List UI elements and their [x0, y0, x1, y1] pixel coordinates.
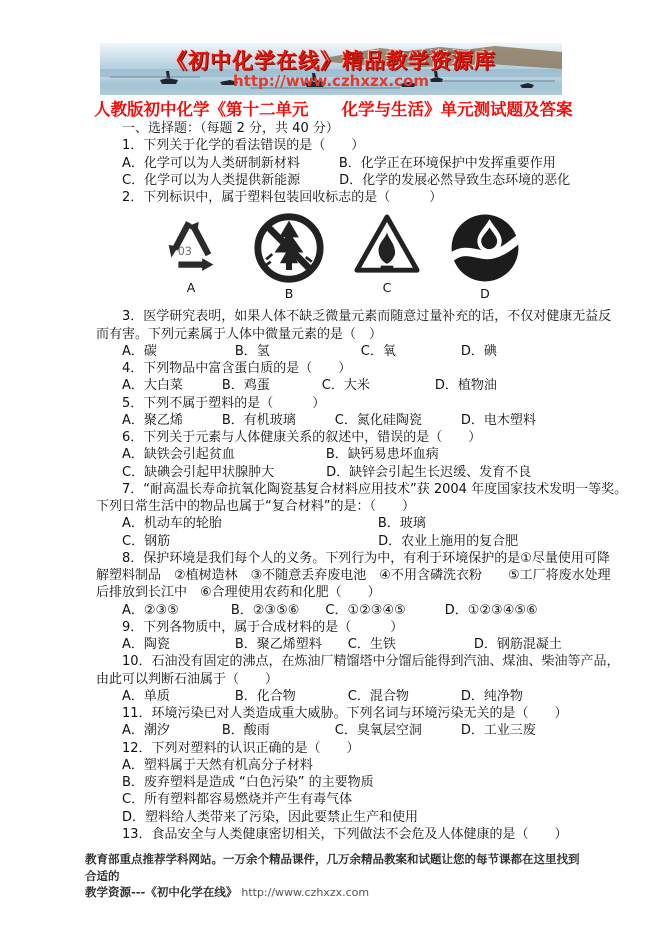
- text-line: 由此可以判断石油属于（ ）: [96, 671, 279, 687]
- text-line: 5．下列不属于塑料的是（ ）: [122, 395, 326, 411]
- icon-label-b: B: [284, 286, 294, 302]
- text-line: A．潮汐 B．酸雨 C．臭氧层空洞 D．工业三废: [122, 723, 536, 739]
- question-body: [96, 120, 628, 843]
- icon-option-d: [445, 206, 525, 302]
- footer: [85, 851, 585, 902]
- text-line: 一、选择题：（每题 2 分，共 40 分）: [122, 121, 339, 136]
- banner-site-url: http://www.czhxzx.com: [233, 72, 429, 90]
- text-line: A．大白菜 B．鸡蛋 C．大米 D．植物油: [122, 378, 497, 394]
- footer-line2-prefix: 教学资源---《初中化学在线》: [85, 885, 238, 899]
- body-lines-1: [96, 120, 606, 206]
- text-line: D．塑料给人类带来了污染，因此要禁止生产和使用: [122, 809, 419, 825]
- flammable-warning-icon: [347, 210, 427, 280]
- text-line: 1．下列关于化学的看法错误的是（ ）: [122, 138, 365, 154]
- text-line: 后排放到长江中 ⑥合理使用农药和化肥（ ）: [96, 585, 381, 601]
- text-line: A．缺铁会引起贫血 B．缺钙易患坏血病: [122, 447, 439, 463]
- icon-option-a: [151, 206, 231, 296]
- text-line: A．塑料属于天然有机高分子材料: [122, 757, 313, 773]
- icon-label-c: C: [382, 280, 392, 296]
- icon-option-b: [249, 206, 329, 302]
- text-line: A．化学可以为人类研制新材料 B．化学正在环境保护中发挥重要作用: [122, 155, 556, 171]
- text-line: 9．下列各物质中，属于合成材料的是（ ）: [122, 619, 404, 635]
- text-line: 11．环境污染已对人类造成重大威胁。下列名词与环境污染无关的是（ ）: [122, 706, 568, 721]
- text-line: C．所有塑料都容易燃烧并产生有毒气体: [122, 792, 353, 808]
- text-line: 6．下列关于元素与人体健康关系的叙述中，错误的是（ ）: [122, 430, 482, 445]
- page-title: 人教版初中化学《第十二单元 化学与生活》单元测试题及答案: [94, 100, 573, 119]
- text-line: B．废弃塑料是造成 “白色污染” 的主要物质: [122, 775, 374, 790]
- text-line: C．化学可以为人类提供新能源 D．化学的发展必然导致生态环境的恶化: [122, 172, 571, 188]
- water-saving-icon: [445, 210, 525, 286]
- text-line: C．缺碘会引起甲状腺肿大 D．缺锌会引起生长迟缓、发育不良: [122, 464, 532, 480]
- no-deforestation-icon: [249, 210, 329, 286]
- text-line: A．聚乙烯 B．有机玻璃 C．氮化硅陶瓷 D．电木塑料: [122, 412, 536, 428]
- text-line: A．碳 B．氢 C．氧 D．碘: [122, 343, 497, 359]
- text-line: A．机动车的轮胎 B．玻璃: [122, 516, 426, 532]
- icon-option-c: [347, 206, 427, 296]
- text-line: 4．下列物品中富含蛋白质的是（ ）: [122, 361, 352, 376]
- banner-image: [100, 43, 562, 95]
- body-lines-2: [96, 308, 628, 843]
- text-line: 下列日常生活中的物品也属于“复合材料”的是：（ ）: [96, 499, 415, 514]
- text-line: 解塑料制品 ②植树造林 ③不随意丢弃废电池 ④不用含磷洗衣粉 ⑤工厂将废水处理: [96, 568, 611, 583]
- text-line: 7．“耐高温长寿命抗氧化陶瓷基复合材料应用技术”获 2004 年度国家技术发明一等奖。: [122, 481, 628, 497]
- text-line: A．单质 B．化合物 C．混合物 D．纯净物: [122, 688, 523, 704]
- text-line: 8．保护环境是我们每个人的义务。下列行为中，有利于环境保护的是①尽量使用可降: [122, 550, 610, 566]
- text-line: 3．医学研究表明，如果人体不缺乏微量元素而随意过量补充的话，不仅对健康无益反: [122, 309, 612, 325]
- icon-label-a: A: [186, 280, 196, 296]
- q2-icon-row: [96, 206, 606, 308]
- footer-line2: [85, 884, 585, 902]
- footer-line1: 教育部重点推荐学科网站。一万余个精品课件，几万余精品教案和试题让您的每节课都在这里找到合适的: [85, 852, 580, 883]
- recycle-number-label: 03: [177, 245, 192, 259]
- banner-site-title: 《初中化学在线》精品教学资源库: [166, 48, 496, 73]
- text-line: A．②③⑤ B．②③⑤⑥ C．①②③④⑤ D．①②③④⑤⑥: [122, 602, 538, 618]
- icon-label-d: D: [480, 286, 490, 302]
- text-line: 12．下列对塑料的认识正确的是（ ）: [122, 740, 360, 756]
- text-line: 13．食品安全与人类健康密切相关，下列做法不会危及人体健康的是（ ）: [122, 826, 568, 842]
- text-line: A．陶瓷 B．聚乙烯塑料 C．生铁 D．钢筋混凝土: [122, 637, 562, 652]
- text-line: 2．下列标识中，属于塑料包装回收标志的是（ ）: [122, 190, 443, 205]
- text-line: C．钢筋 D．农业上施用的复合肥: [122, 533, 519, 549]
- recycle-03-icon: [152, 210, 230, 280]
- text-line: 10．石油没有固定的沸点，在炼油厂精馏塔中分馏后能得到汽油、煤油、柴油等产品，: [122, 654, 620, 670]
- footer-site-link[interactable]: http://www.czhxzx.com: [241, 886, 370, 899]
- text-line: 而有害。下列元素属于人体中微量元素的是（ ）: [96, 326, 383, 342]
